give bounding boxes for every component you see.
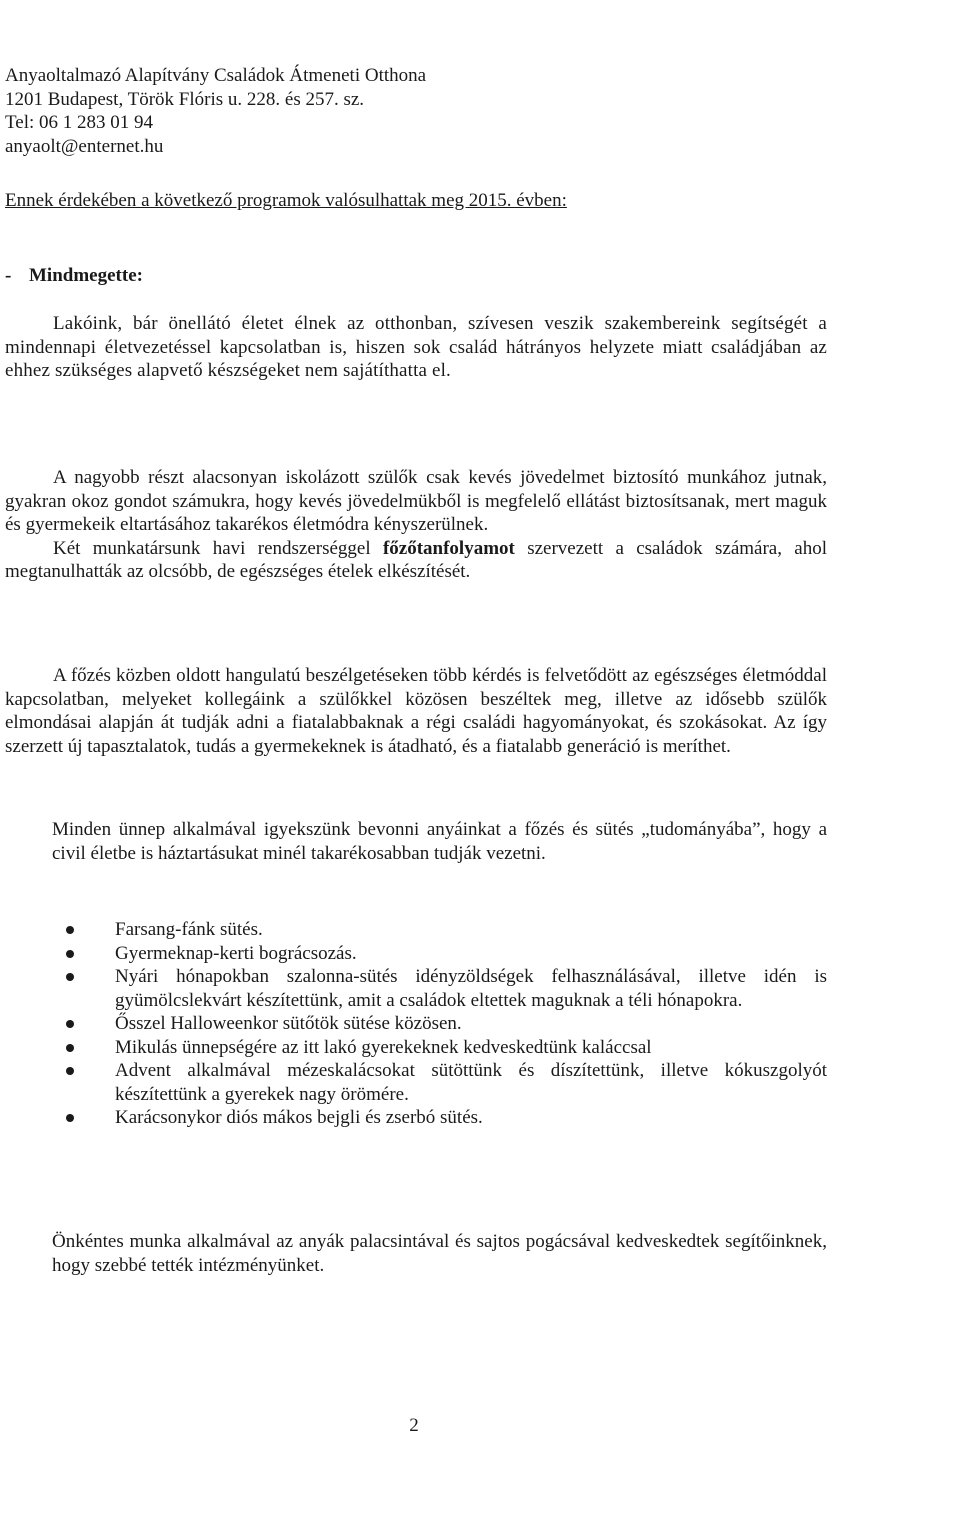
- page-number: 2: [409, 1415, 419, 1436]
- bullet-icon: [66, 1020, 74, 1028]
- list-item: [66, 918, 827, 942]
- bullet-icon: [66, 1044, 74, 1052]
- paragraph-holidays: [52, 818, 827, 865]
- list-item-text: Advent alkalmával mézeskalácsokat sütöttünk és díszítettünk, illetve kókuszgolyót készítettünk a gyerekek nagy örömére.: [115, 1060, 827, 1105]
- paragraph-text: Lakóink, bár önellátó életet élnek az otthonban, szívesen veszik szakembereink segítségét a mindennapi életvezetéssel kapcsolatban is, hiszen sok család hátrányos helyzete miatt családjában az ehhez szükséges alapvető készségeket nem sajátíthatta el.: [5, 313, 827, 381]
- organization-phone: Tel: 06 1 283 01 94: [5, 112, 154, 133]
- list-item: [66, 1106, 827, 1130]
- list-item-text: Karácsonykor diós mákos bejgli és zserbó sütés.: [115, 1107, 483, 1128]
- event-list: [66, 918, 827, 1130]
- list-item: [66, 942, 827, 966]
- paragraph-conversations: [5, 664, 827, 758]
- list-item-text: Mikulás ünnepségére az itt lakó gyerekeknek kedveskedtünk kaláccsal: [115, 1036, 652, 1058]
- list-item-text: Farsang-fánk sütés.: [115, 919, 263, 940]
- bullet-icon: [66, 1067, 74, 1075]
- section-title: Mindmegette:: [29, 265, 143, 286]
- paragraph-residents: [5, 312, 827, 383]
- list-item-text: Gyermeknap-kerti bográcsozás.: [115, 942, 357, 964]
- emphasized-term: főzőtanfolyamot: [382, 537, 515, 559]
- paragraph-cooking-course: [5, 537, 827, 584]
- letterhead: [5, 64, 705, 158]
- paragraph-text: Két munkatársunk havi rendszerséggel: [53, 537, 383, 559]
- bullet-icon: [66, 926, 74, 934]
- paragraph-parents: [5, 466, 827, 584]
- list-item-text: Nyári hónapokban szalonna-sütés idényzöldségek felhasználásával, illetve idén is gyümölcslekvárt készítettünk, amit a családok eltettek maguknak a téli hónapokra.: [115, 966, 827, 1011]
- paragraph-text: Önkéntes munka alkalmával az anyák palacsintával és sajtos pogácsával kedveskedtek segítőinknek, hogy szebbé tették intézményünket.: [52, 1231, 827, 1276]
- list-item: [66, 1036, 827, 1060]
- list-item-text: Ősszel Halloweenkor sütőtök sütése közösen.: [115, 1013, 462, 1034]
- bullet-icon: [66, 950, 74, 958]
- organization-address: 1201 Budapest, Török Flóris u. 228. és 257. sz.: [5, 88, 365, 110]
- paragraph-text: A nagyobb részt alacsonyan iskolázott szülők csak kevés jövedelmet biztosító munkához jutnak, gyakran okoz gondot számukra, hogy kevés jövedelmükből is megfelelő ellátást biztosítsanak, mert maguk és gyermekeik eltartásához takarékos életmódra kényszerülnek.: [5, 467, 827, 535]
- list-item: [66, 1012, 827, 1036]
- organization-name: Anyaoltalmazó Alapítvány Családok Átmeneti Otthona: [5, 65, 427, 86]
- list-item: [66, 965, 827, 1012]
- bullet-icon: [66, 973, 74, 981]
- paragraph-text: szervezett a családok számára, ahol megtanulhatták az olcsóbb, de egészséges ételek elkészítését.: [5, 537, 827, 582]
- intro-line: Ennek érdekében a következő programok valósulhattak meg 2015. évben:: [5, 190, 567, 211]
- bullet-icon: [66, 1114, 74, 1122]
- section-heading: [5, 264, 143, 288]
- organization-email: anyaolt@enternet.hu: [5, 135, 164, 157]
- paragraph-text: Minden ünnep alkalmával igyekszünk bevonni anyáinkat a főzés és sütés „tudományába”, hogy a civil életbe is háztartásukat minél takarékosabban tudják vezetni.: [52, 819, 827, 864]
- section-dash: -: [5, 265, 12, 286]
- paragraph-volunteer: [52, 1230, 827, 1277]
- list-item: [66, 1059, 827, 1106]
- paragraph-text: A főzés közben oldott hangulatú beszélgetéseken több kérdés is felvetődött az egészséges életmóddal kapcsolatban, melyeket kollegáink a szülőkkel közösen beszéltek meg, illetve az idősebb szülők elmondásai alapján át tudják adni a fiatalabbaknak a régi családi hagyományokat, és szokásokat. Az így szerzett új tapasztalatok, tudás a gyermekeknek is átadható, és a fiatalabb generáció is meríthet.: [5, 665, 827, 757]
